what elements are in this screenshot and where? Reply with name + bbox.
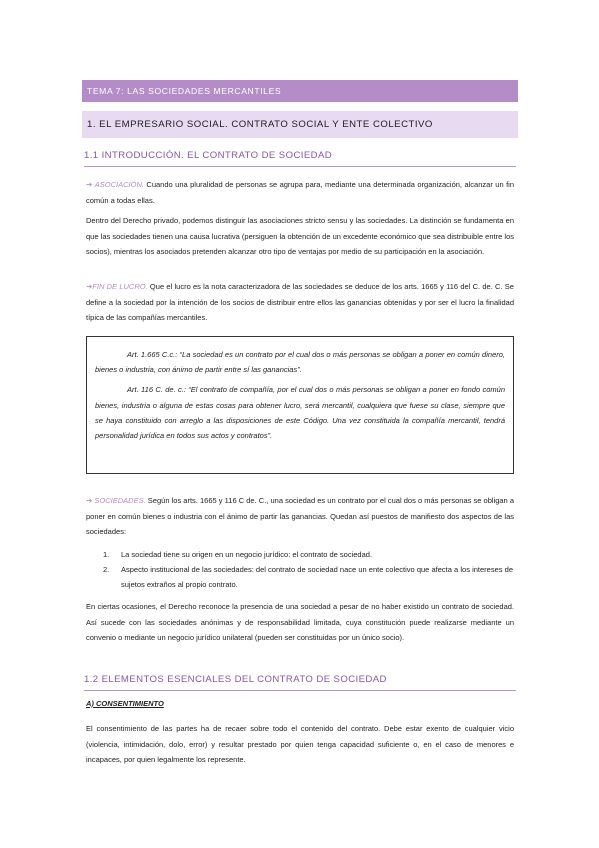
label-sociedades: SOCIEDADES.	[94, 496, 146, 505]
legal-quote-box	[86, 336, 514, 474]
quote-art-116: Art. 116 C. de. c.: “El contrato de compañía, por el cual dos o más personas se obligan a poner en fondo común bienes, industria o alguna de estas cosas para obtener lucro, será mercantil, cualquiera que fuese su clase, siempre que se haya constituido con arreglo a las disposiciones de este Código. Una vez constituida la compañía mercantil, tendrá personalidad jurídica en todos sus actos y contratos”.	[95, 385, 505, 441]
paragraph-fin-de-lucro	[86, 279, 514, 326]
subsection-heading-1-1: 1.1 INTRODUCCIÓN. EL CONTRATO DE SOCIEDAD	[84, 150, 516, 167]
arrow-icon: ➔	[86, 282, 93, 291]
quote-art-1665: Art. 1.665 C.c.: “La sociedad es un contrato por el cual dos o más personas se obligan a poner en común dinero, bienes o industria, con ánimo de partir entre sí las ganancias”.	[95, 350, 505, 375]
text-sociedades: Según los arts. 1665 y 116 C de. C., una sociedad es un contrato por el cual dos o más personas se obligan a poner en común bienes o industria con el ánimo de partir las ganancias. Quedan así puestos de manifiesto dos aspectos de las sociedades:	[86, 496, 514, 537]
arrow-icon: ➔	[86, 180, 93, 189]
list-text: La sociedad tiene su origen en un negocio jurídico: el contrato de sociedad.	[121, 550, 373, 559]
list-item	[103, 562, 513, 592]
paragraph-asociacion	[86, 177, 514, 208]
arrow-icon: ➔	[86, 496, 93, 505]
label-fin-de-lucro: FIN DE LUCRO.	[92, 282, 148, 291]
text-fin-de-lucro: Que el lucro es la nota caracterizadora de las sociedades se deduce de los arts. 1665 y 116 del C. de. C. Se define a la sociedad por la intención de los socios de distribuir entre ellos las ganancias obtenidas y por ser el lucro la finalidad típica de las compañías mercantiles.	[86, 282, 514, 323]
list-number: 1.	[103, 550, 110, 559]
paragraph-sociedades	[86, 493, 514, 540]
list-text: Aspecto institucional de las sociedades: del contrato de sociedad nace un ente colectivo que afecta a los intereses de sujetos extraños al propio contrato.	[121, 565, 513, 589]
list-item	[103, 547, 513, 562]
label-asociacion: ASOCIACIÓN.	[94, 180, 144, 189]
text-asociacion: Cuando una pluralidad de personas se agrupa para, mediante una determinada organización, alcanzar un fin común a todas ellas.	[86, 180, 514, 205]
paragraph-consentimiento: El consentimiento de las partes ha de recaer sobre todo el contenido del contrato. Debe estar exento de cualquier vicio (violencia, intimidación, dolo, error) y resultar prestado por quien tenga capacidad suficiente o, en el caso de menores e incapaces, por quien legalmente los represente.	[86, 724, 514, 765]
paragraph-ciertas-ocasiones: En ciertas ocasiones, el Derecho reconoce la presencia de una sociedad a pesar de no haber existido un contrato de sociedad. Así sucede con las sociedades anónimas y de responsabilidad limitada, cuya constitución puede realizarse mediante un convenio o mediante un negocio jurídico unilateral (pueden ser constituidas por un único socio).	[86, 602, 514, 643]
section-heading-bar: 1. EL EMPRESARIO SOCIAL. CONTRATO SOCIAL Y ENTE COLECTIVO	[82, 111, 518, 138]
list-number: 2.	[103, 565, 110, 574]
consentimiento-heading: A) CONSENTIMIENTO	[86, 699, 164, 708]
paragraph-dentro-derecho: Dentro del Derecho privado, podemos distinguir las asociaciones stricto sensu y las sociedades. La distinción se fundamenta en que las sociedades tienen una causa lucrativa (persiguen la obtención de un excedente económico que sea distribuible entre los socios), mientras los asociados pretenden alcanzar otro tipo de ventajas por medio de su participación en la asociación.	[86, 216, 514, 257]
subsection-heading-1-2: 1.2 ELEMENTOS ESENCIALES DEL CONTRATO DE SOCIEDAD	[84, 674, 516, 691]
chapter-title-bar: TEMA 7: LAS SOCIEDADES MERCANTILES	[82, 80, 518, 102]
